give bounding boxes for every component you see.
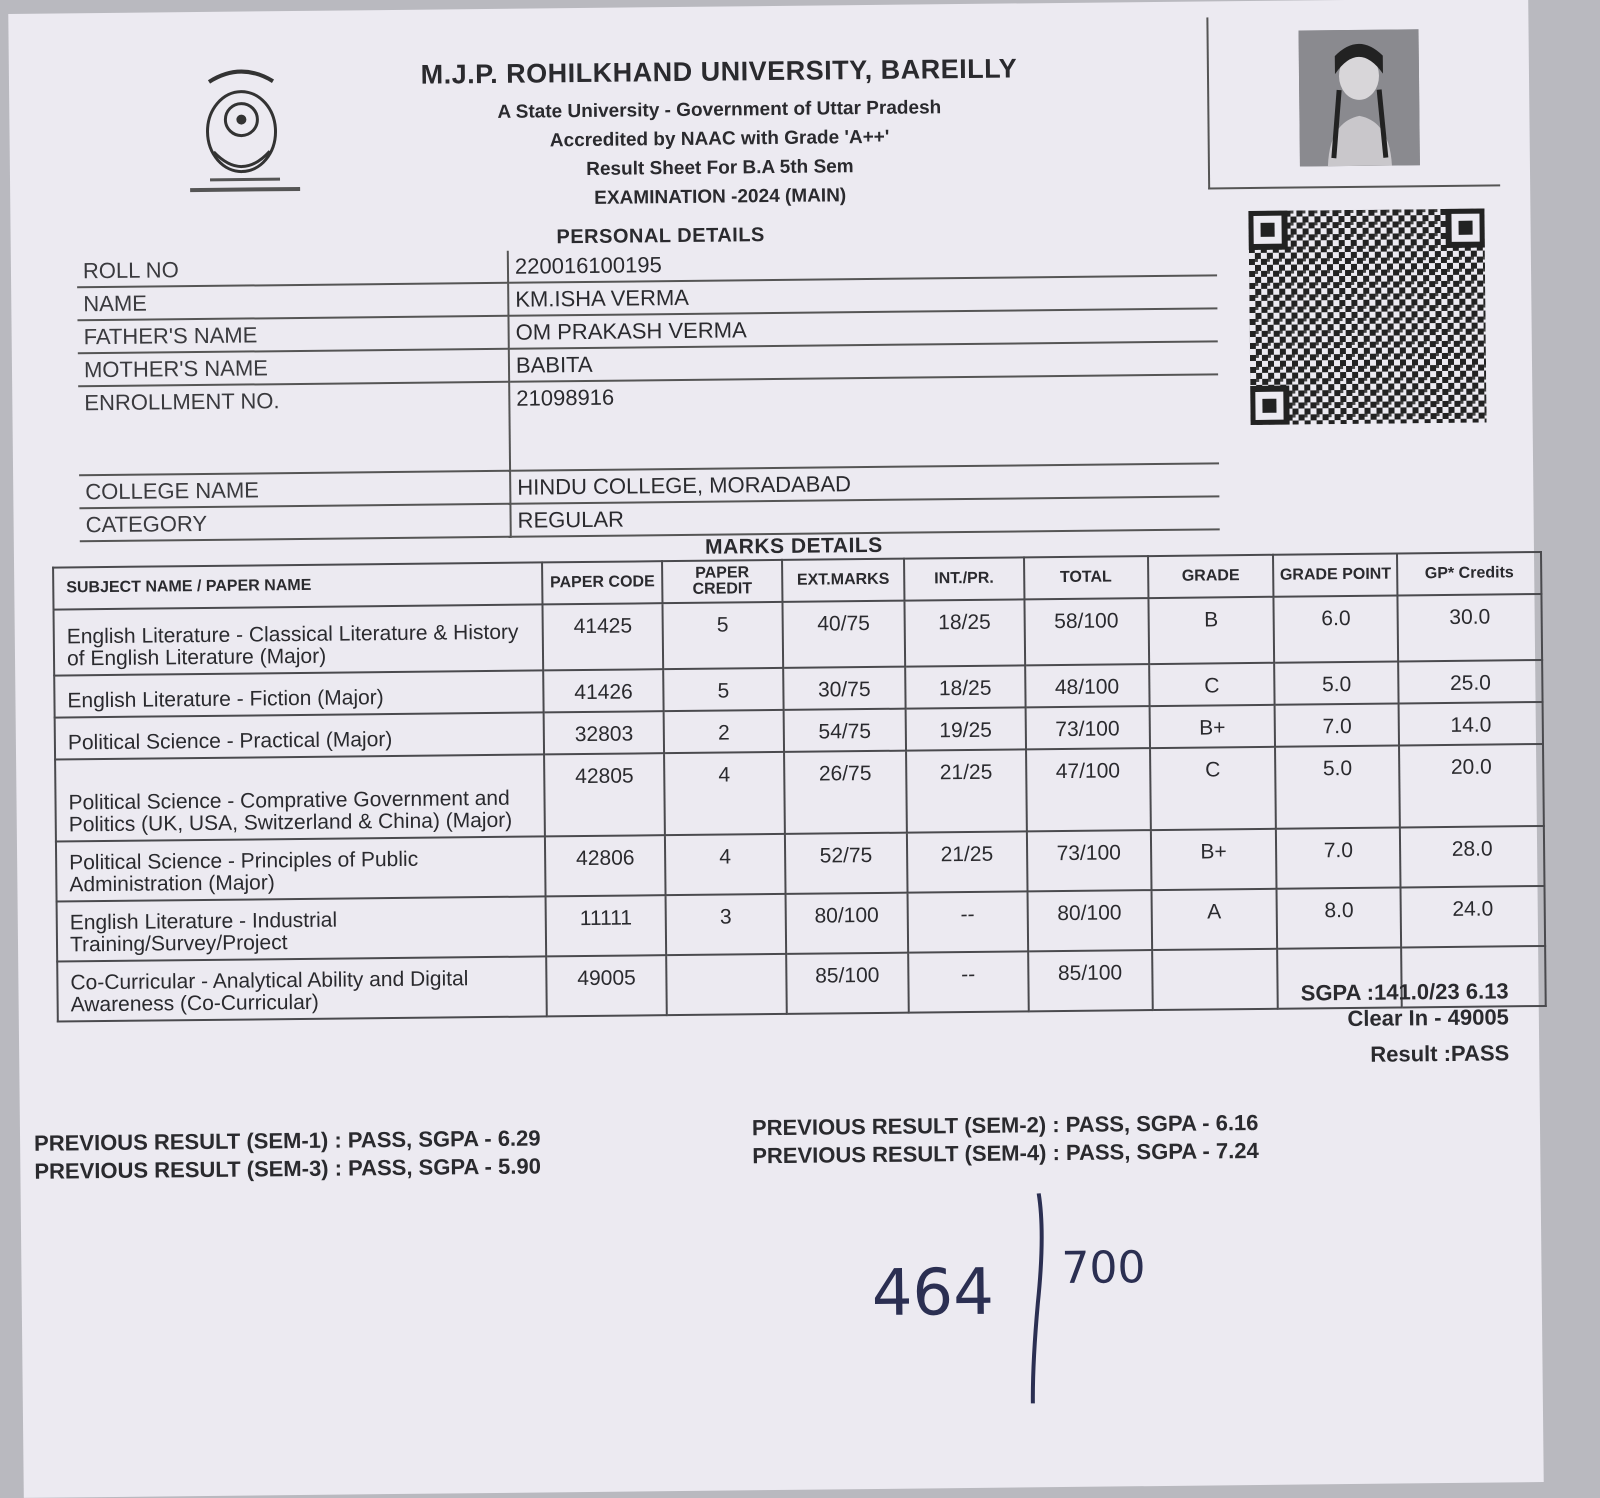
total-marks: 85/100 [1028,950,1152,1011]
paper-code: 42805 [544,753,665,836]
university-name: M.J.P. ROHILKHAND UNIVERSITY, BAREILLY [420,53,1018,90]
total-marks: 58/100 [1024,598,1149,665]
category-value: REGULAR [510,496,1219,536]
result-sheet-title: Result Sheet For B.A 5th Sem [586,156,854,180]
grade: B+ [1150,829,1276,890]
marks-details-title: MARKS DETAILS [704,533,883,559]
int-marks: -- [908,951,1028,1012]
paper-credit: 4 [665,834,785,895]
accreditation: Accredited by NAAC with Grade 'A++' [549,126,890,152]
paper-credit: 4 [664,752,785,835]
int-marks: 18/25 [905,665,1025,708]
result-summary [1301,978,1510,1068]
father-name-value: OM PRAKASH VERMA [508,308,1217,348]
grade-point: 7.0 [1275,703,1399,746]
previous-result-sem1: PREVIOUS RESULT (SEM-1) : PASS, SGPA - 6.29 [33,1125,541,1156]
handwritten-numerator: 464 [871,1255,995,1332]
university-emblem-icon [169,61,320,203]
total-marks: 48/100 [1025,664,1149,707]
student-photo [1299,29,1420,166]
subject-name: English Literature - Fiction (Major) [54,670,544,717]
col-grade: GRADE [1148,555,1274,598]
paper-code: 11111 [546,895,666,956]
subject-name: English Literature - Classical Literature & History of English Literature (Major) [54,604,544,675]
paper-code: 49005 [546,955,666,1016]
examination-title: EXAMINATION -2024 (MAIN) [594,185,847,209]
paper-credit: 5 [663,668,783,711]
mother-name-value: BABITA [509,341,1218,381]
ext-marks: 54/75 [784,709,906,752]
paper-code: 41425 [543,603,664,670]
name-value: KM.ISHA VERMA [508,275,1217,315]
grade: C [1150,747,1277,830]
personal-details-table [77,243,1220,542]
header [159,41,1211,252]
mother-name-label: MOTHER'S NAME [78,349,509,387]
ext-marks: 40/75 [782,601,905,668]
grade-point: 6.0 [1274,595,1399,662]
enrollment-label: ENROLLMENT NO. [78,382,510,476]
college-label: COLLEGE NAME [79,471,510,509]
enrollment-row [78,374,1219,475]
result-status: Result :PASS [1370,1040,1510,1067]
col-int-pr: INT./PR. [904,557,1024,600]
previous-result-sem4: PREVIOUS RESULT (SEM-4) : PASS, SGPA - 7.24 [752,1137,1259,1169]
previous-result-sem2: PREVIOUS RESULT (SEM-2) : PASS, SGPA - 6.16 [751,1109,1259,1141]
paper-credit: 5 [663,602,784,669]
col-total: TOTAL [1024,556,1148,599]
subject-name: Political Science - Principles of Public Administration (Major) [56,836,546,901]
int-marks: 21/25 [906,749,1027,832]
subject-name: English Literature - Industrial Training/Survey/Project [57,896,547,961]
qr-code-icon [1248,209,1486,425]
int-marks: 19/25 [905,707,1025,750]
col-ext-marks: EXT.MARKS [782,559,904,602]
previous-result-sem3: PREVIOUS RESULT (SEM-3) : PASS, SGPA - 5.90 [34,1153,541,1184]
ext-marks: 85/100 [786,953,909,1014]
paper-code: 42806 [545,835,665,896]
gp-credits: 30.0 [1398,594,1542,662]
grade: C [1149,663,1275,706]
subject-name: Co-Curricular - Analytical Ability and Digital Awareness (Co-Curricular) [57,956,547,1021]
col-paper-credit: PAPER CREDIT [662,560,782,603]
gp-credits: 14.0 [1399,702,1543,746]
total-marks: 73/100 [1027,830,1151,891]
name-label: NAME [77,283,508,321]
enrollment-value: 21098916 [509,374,1219,470]
subject-name: Political Science - Practical (Major) [55,712,545,759]
grade-point: 5.0 [1275,661,1399,704]
ext-marks: 80/100 [785,893,908,954]
int-marks: 18/25 [904,599,1025,666]
int-marks: -- [907,891,1027,952]
header-text [339,53,1101,216]
col-paper-code: PAPER CODE [542,561,662,604]
personal-details-title: PERSONAL DETAILS [556,224,765,249]
int-marks: 21/25 [907,831,1027,892]
ext-marks: 30/75 [783,667,905,710]
gp-credits: 25.0 [1398,660,1542,704]
total-marks: 73/100 [1025,706,1149,749]
grade: B [1148,597,1274,664]
paper-credit: 2 [664,710,784,753]
ext-marks: 52/75 [785,833,908,894]
college-value: HINDU COLLEGE, MORADABAD [510,463,1219,503]
total-marks: 47/100 [1026,748,1151,831]
grade-point: 7.0 [1276,827,1400,888]
total-marks: 80/100 [1027,890,1151,951]
clear-in: Clear In - 49005 [1347,1004,1509,1032]
table-row [55,744,1544,842]
sgpa: SGPA :141.0/23 6.13 [1300,978,1509,1006]
grade: B+ [1149,705,1275,748]
paper-code: 41426 [543,669,663,712]
result-sheet [8,0,1543,1498]
paper-credit: 3 [666,894,786,955]
gp-credits: 28.0 [1400,826,1544,888]
subject-name: Political Science - Comprative Government and Politics (UK, USA, Switzerland & China) (Major) [55,754,545,841]
grade-point: 5.0 [1275,745,1400,828]
paper-code: 32803 [544,711,664,754]
roll-no-value: 220016100195 [508,243,1217,282]
marks-table [52,551,1547,1023]
col-grade-point: GRADE POINT [1273,553,1397,596]
paper-credit [666,954,786,1015]
category-label: CATEGORY [79,504,510,542]
gp-credits: 20.0 [1399,744,1544,828]
photo-box [1206,14,1500,189]
grade-point: 8.0 [1277,887,1401,948]
gp-credits: 24.0 [1401,886,1545,948]
previous-results-left [34,1124,541,1185]
ext-marks: 26/75 [784,751,907,834]
university-status: A State University - Government of Uttar Pradesh [497,97,942,123]
handwritten-denominator: 700 [1061,1242,1146,1295]
grade: A [1151,889,1277,950]
handwritten-score [861,1191,1223,1425]
col-gp-credits: GP* Credits [1397,552,1541,596]
roll-no-label: ROLL NO [77,251,508,288]
father-name-label: FATHER'S NAME [77,316,508,354]
col-subject: SUBJECT NAME / PAPER NAME [53,562,543,609]
grade [1152,949,1278,1010]
previous-results-right [752,1109,1259,1170]
